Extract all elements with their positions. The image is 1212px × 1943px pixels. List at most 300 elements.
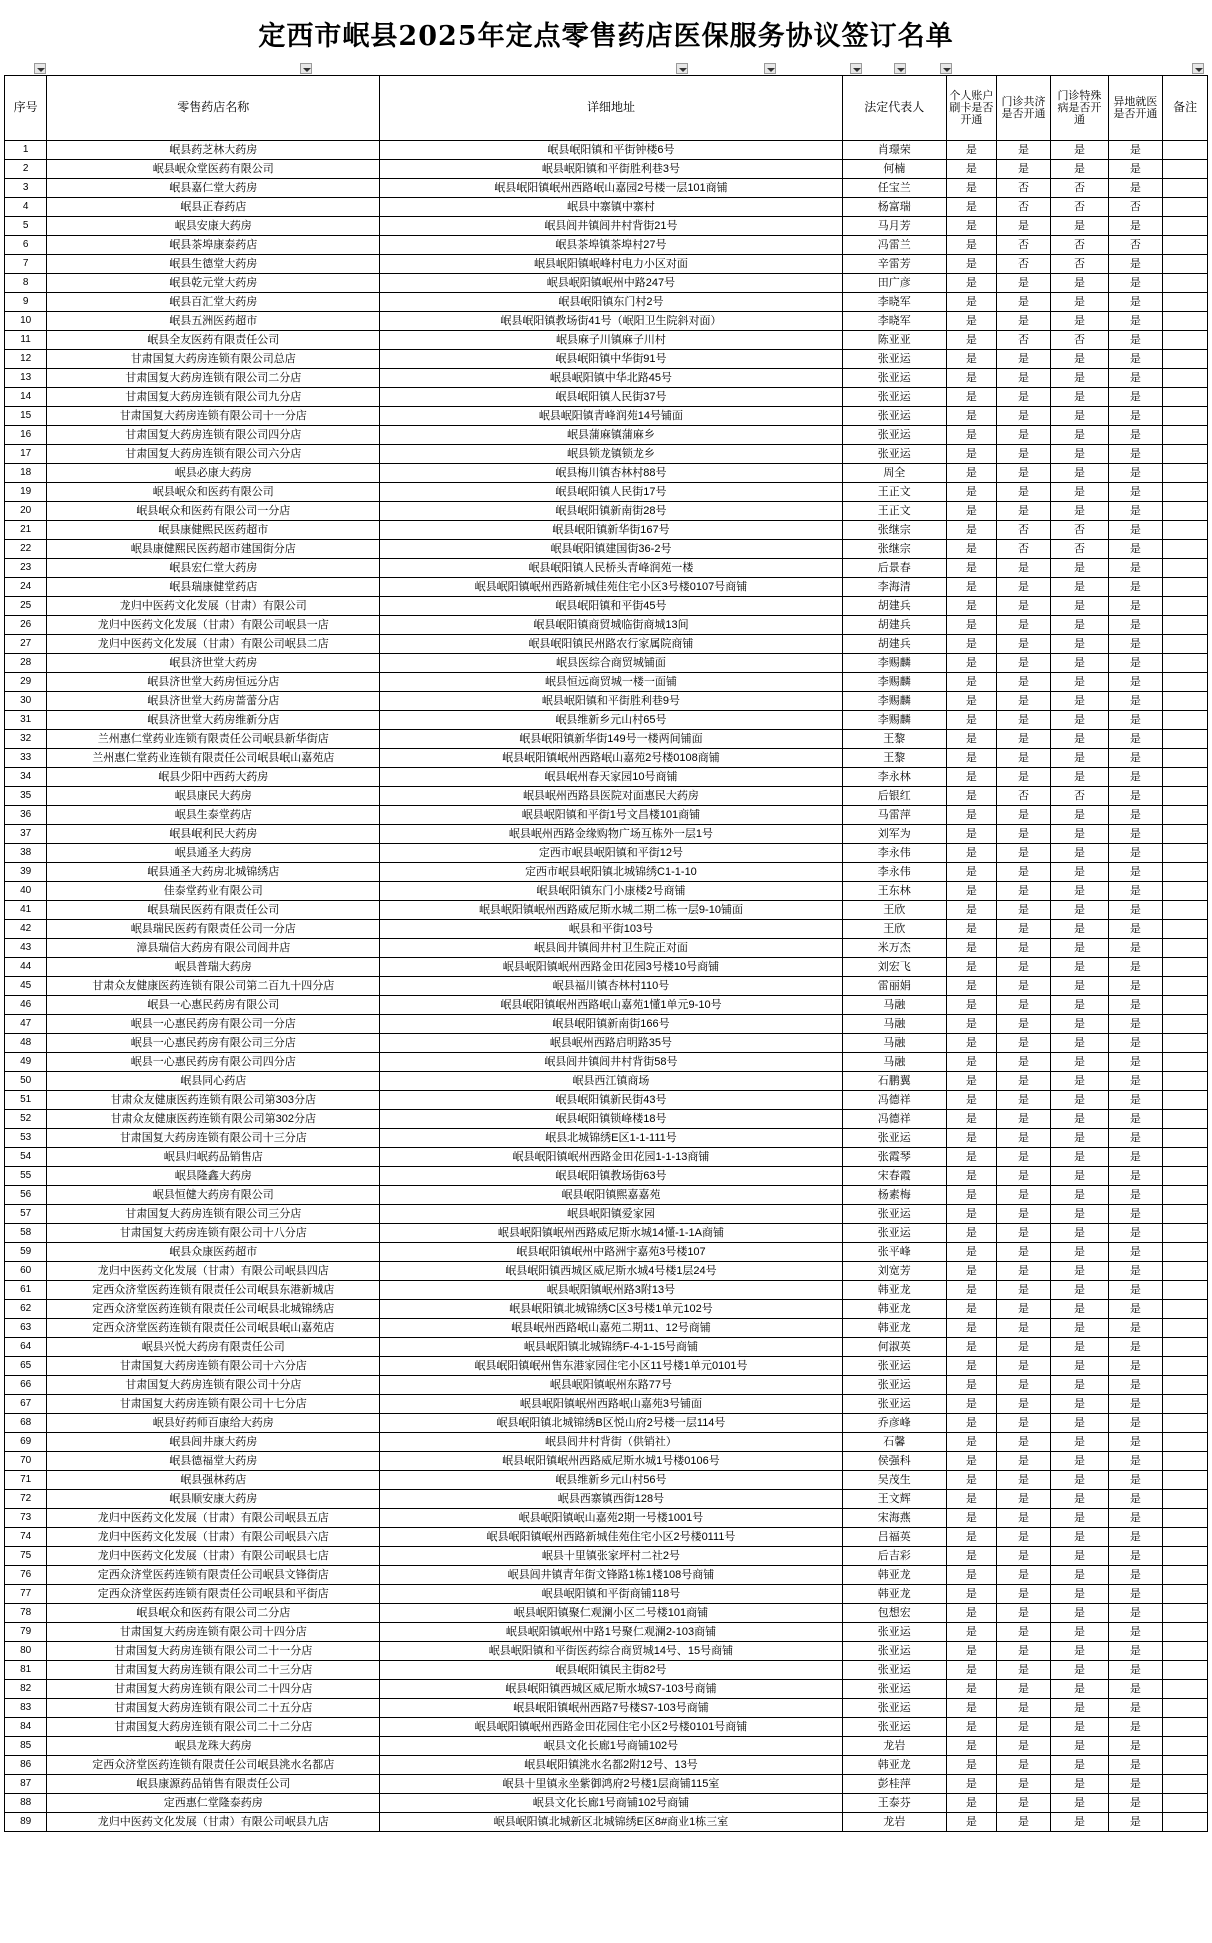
- cell-special-disease: 是: [1051, 1813, 1108, 1832]
- cell-remarks: [1163, 198, 1208, 217]
- cell-remote-medical: 是: [1108, 1072, 1163, 1091]
- cell-special-disease: 是: [1051, 844, 1108, 863]
- cell-address: 岷县岷阳镇岷州西路新城佳苑住宅小区3号楼0107号商铺: [380, 578, 842, 597]
- cell-legal-rep: 胡建兵: [842, 616, 946, 635]
- table-row: [5, 1053, 1208, 1072]
- cell-legal-rep: 李晓军: [842, 293, 946, 312]
- cell-pharmacy-name: 佳泰堂药业有限公司: [47, 882, 380, 901]
- cell-special-disease: 是: [1051, 749, 1108, 768]
- table-row: [5, 711, 1208, 730]
- cell-legal-rep: 王东林: [842, 882, 946, 901]
- cell-remote-medical: 是: [1108, 654, 1163, 673]
- table-row: [5, 578, 1208, 597]
- cell-remote-medical: 是: [1108, 521, 1163, 540]
- cell-address: 岷县茶埠镇茶埠村27号: [380, 236, 842, 255]
- cell-remote-medical: 是: [1108, 977, 1163, 996]
- table-row: [5, 616, 1208, 635]
- table-row: [5, 426, 1208, 445]
- cell-remarks: [1163, 1281, 1208, 1300]
- cell-address: 岷县岷阳镇和平街钟楼6号: [380, 141, 842, 160]
- cell-remarks: [1163, 1604, 1208, 1623]
- cell-index: 83: [5, 1699, 47, 1718]
- cell-special-disease: 是: [1051, 1167, 1108, 1186]
- cell-outpatient-mutual: 是: [996, 616, 1051, 635]
- cell-address: 岷县北城锦绣E区1-1-111号: [380, 1129, 842, 1148]
- cell-legal-rep: 王欣: [842, 901, 946, 920]
- cell-personal-account: 是: [946, 939, 996, 958]
- cell-personal-account: 是: [946, 502, 996, 521]
- cell-outpatient-mutual: 是: [996, 1091, 1051, 1110]
- table-row: [5, 483, 1208, 502]
- cell-remarks: [1163, 1414, 1208, 1433]
- cell-personal-account: 是: [946, 1319, 996, 1338]
- cell-pharmacy-name: 甘肃国复大药房连锁有限公司十四分店: [47, 1623, 380, 1642]
- cell-legal-rep: 王正文: [842, 483, 946, 502]
- cell-outpatient-mutual: 是: [996, 1243, 1051, 1262]
- cell-address: 岷县岷阳镇和平街胜利巷3号: [380, 160, 842, 179]
- cell-remarks: [1163, 1623, 1208, 1642]
- table-row: [5, 407, 1208, 426]
- cell-index: 38: [5, 844, 47, 863]
- header-address: 详细地址: [380, 76, 842, 141]
- cell-remarks: [1163, 160, 1208, 179]
- cell-remote-medical: 是: [1108, 407, 1163, 426]
- cell-remarks: [1163, 1186, 1208, 1205]
- cell-personal-account: 是: [946, 312, 996, 331]
- cell-remarks: [1163, 464, 1208, 483]
- cell-legal-rep: 李海清: [842, 578, 946, 597]
- filter-icon-col-8[interactable]: [1192, 63, 1204, 74]
- cell-personal-account: 是: [946, 1338, 996, 1357]
- cell-index: 13: [5, 369, 47, 388]
- cell-pharmacy-name: 甘肃国复大药房连锁有限公司二十五分店: [47, 1699, 380, 1718]
- cell-outpatient-mutual: 是: [996, 274, 1051, 293]
- cell-address: 岷县岷阳镇岷州西路金田花园住宅小区2号楼0101号商铺: [380, 1718, 842, 1737]
- cell-personal-account: 是: [946, 1300, 996, 1319]
- cell-outpatient-mutual: 是: [996, 1186, 1051, 1205]
- cell-remarks: [1163, 540, 1208, 559]
- cell-remote-medical: 是: [1108, 1566, 1163, 1585]
- table-row: [5, 1129, 1208, 1148]
- cell-address: 岷县岷阳镇新民街43号: [380, 1091, 842, 1110]
- cell-outpatient-mutual: 否: [996, 198, 1051, 217]
- cell-personal-account: 是: [946, 293, 996, 312]
- cell-remarks: [1163, 1319, 1208, 1338]
- cell-pharmacy-name: 岷县济世堂大药房维新分店: [47, 711, 380, 730]
- cell-personal-account: 是: [946, 1756, 996, 1775]
- cell-special-disease: 是: [1051, 1775, 1108, 1794]
- cell-pharmacy-name: 龙归中医药文化发展（甘肃）有限公司岷县二店: [47, 635, 380, 654]
- filter-icon-col-5[interactable]: [850, 63, 862, 74]
- cell-legal-rep: 王黎: [842, 730, 946, 749]
- cell-personal-account: 是: [946, 1395, 996, 1414]
- cell-pharmacy-name: 岷县安康大药房: [47, 217, 380, 236]
- cell-personal-account: 是: [946, 274, 996, 293]
- table-header-row: [5, 76, 1208, 141]
- cell-index: 79: [5, 1623, 47, 1642]
- cell-remarks: [1163, 331, 1208, 350]
- filter-button-row: [4, 63, 1208, 75]
- cell-address: 岷县岷阳镇岷州西路金田花园3号楼10号商铺: [380, 958, 842, 977]
- cell-special-disease: 是: [1051, 1471, 1108, 1490]
- cell-legal-rep: 韩亚龙: [842, 1319, 946, 1338]
- cell-special-disease: 是: [1051, 502, 1108, 521]
- cell-personal-account: 是: [946, 559, 996, 578]
- cell-remarks: [1163, 958, 1208, 977]
- cell-outpatient-mutual: 是: [996, 1376, 1051, 1395]
- cell-special-disease: 是: [1051, 597, 1108, 616]
- cell-outpatient-mutual: 是: [996, 1813, 1051, 1832]
- cell-pharmacy-name: 岷县强林药店: [47, 1471, 380, 1490]
- cell-pharmacy-name: 定西众济堂医药连锁有限责任公司岷县东港新城店: [47, 1281, 380, 1300]
- cell-special-disease: 否: [1051, 236, 1108, 255]
- cell-address: 岷县岷阳镇北城锦绣B区悦山府2号楼一层114号: [380, 1414, 842, 1433]
- cell-legal-rep: 张亚运: [842, 1129, 946, 1148]
- cell-special-disease: 是: [1051, 1699, 1108, 1718]
- cell-index: 64: [5, 1338, 47, 1357]
- cell-remote-medical: 是: [1108, 1110, 1163, 1129]
- cell-outpatient-mutual: 是: [996, 350, 1051, 369]
- cell-address: 岷县医综合商贸城铺面: [380, 654, 842, 673]
- cell-pharmacy-name: 龙归中医药文化发展（甘肃）有限公司岷县九店: [47, 1813, 380, 1832]
- cell-personal-account: 是: [946, 1642, 996, 1661]
- cell-special-disease: 是: [1051, 1661, 1108, 1680]
- cell-special-disease: 是: [1051, 1300, 1108, 1319]
- cell-personal-account: 是: [946, 1167, 996, 1186]
- cell-pharmacy-name: 岷县济世堂大药房恒远分店: [47, 673, 380, 692]
- cell-address: 岷县岷阳镇岷州中路1号聚仁观澜2-103商铺: [380, 1623, 842, 1642]
- cell-remote-medical: 是: [1108, 1452, 1163, 1471]
- cell-address: 岷县闾井镇青年街文锋路1栋1楼108号商铺: [380, 1566, 842, 1585]
- cell-special-disease: 是: [1051, 692, 1108, 711]
- cell-address: 岷县岷阳镇熙嘉嘉苑: [380, 1186, 842, 1205]
- cell-legal-rep: 任宝兰: [842, 179, 946, 198]
- cell-remarks: [1163, 350, 1208, 369]
- cell-remote-medical: 是: [1108, 1243, 1163, 1262]
- cell-remote-medical: 是: [1108, 255, 1163, 274]
- cell-index: 35: [5, 787, 47, 806]
- cell-remote-medical: 是: [1108, 1395, 1163, 1414]
- cell-pharmacy-name: 甘肃国复大药房连锁有限公司二十二分店: [47, 1718, 380, 1737]
- cell-address: 岷县维新乡元山村56号: [380, 1471, 842, 1490]
- cell-outpatient-mutual: 是: [996, 882, 1051, 901]
- cell-remote-medical: 是: [1108, 1471, 1163, 1490]
- cell-pharmacy-name: 岷县一心惠民药房有限公司三分店: [47, 1034, 380, 1053]
- cell-remote-medical: 是: [1108, 331, 1163, 350]
- cell-personal-account: 是: [946, 445, 996, 464]
- cell-special-disease: 是: [1051, 1794, 1108, 1813]
- filter-icon-col-4[interactable]: [764, 63, 776, 74]
- cell-remarks: [1163, 1433, 1208, 1452]
- cell-special-disease: 是: [1051, 1129, 1108, 1148]
- filter-icon-col-6[interactable]: [894, 63, 906, 74]
- cell-outpatient-mutual: 是: [996, 1623, 1051, 1642]
- table-row: [5, 882, 1208, 901]
- table-row: [5, 1547, 1208, 1566]
- table-row: [5, 1414, 1208, 1433]
- cell-personal-account: 是: [946, 1091, 996, 1110]
- cell-remarks: [1163, 1699, 1208, 1718]
- cell-address: 岷县岷阳镇岷州路3附13号: [380, 1281, 842, 1300]
- table-row: [5, 1433, 1208, 1452]
- cell-remote-medical: 是: [1108, 293, 1163, 312]
- cell-remarks: [1163, 1471, 1208, 1490]
- cell-index: 62: [5, 1300, 47, 1319]
- cell-address: 岷县岷阳镇岷州售东港家园住宅小区11号楼1单元0101号: [380, 1357, 842, 1376]
- table-row: [5, 1604, 1208, 1623]
- header-personal-account: 个人账户刷卡是否开通: [946, 76, 996, 141]
- cell-outpatient-mutual: 是: [996, 977, 1051, 996]
- cell-address: 岷县岷州西路岷山嘉苑二期11、12号商铺: [380, 1319, 842, 1338]
- cell-outpatient-mutual: 是: [996, 806, 1051, 825]
- cell-pharmacy-name: 岷县龙珠大药房: [47, 1737, 380, 1756]
- cell-special-disease: 是: [1051, 1737, 1108, 1756]
- cell-legal-rep: 张亚运: [842, 1357, 946, 1376]
- cell-special-disease: 是: [1051, 388, 1108, 407]
- cell-remote-medical: 是: [1108, 1680, 1163, 1699]
- cell-legal-rep: 宋春霞: [842, 1167, 946, 1186]
- cell-index: 4: [5, 198, 47, 217]
- cell-special-disease: 是: [1051, 1547, 1108, 1566]
- cell-pharmacy-name: 岷县药芝林大药房: [47, 141, 380, 160]
- cell-address: 岷县岷阳镇新华街167号: [380, 521, 842, 540]
- cell-pharmacy-name: 岷县少阳中西药大药房: [47, 768, 380, 787]
- cell-special-disease: 否: [1051, 179, 1108, 198]
- cell-pharmacy-name: 岷县五洲医药超市: [47, 312, 380, 331]
- cell-address: 岷县岷阳镇中华街91号: [380, 350, 842, 369]
- cell-legal-rep: 后银红: [842, 787, 946, 806]
- cell-remarks: [1163, 673, 1208, 692]
- cell-legal-rep: 张亚运: [842, 350, 946, 369]
- cell-address: 岷县十里镇张家坪村二社2号: [380, 1547, 842, 1566]
- cell-remarks: [1163, 1357, 1208, 1376]
- cell-remarks: [1163, 749, 1208, 768]
- cell-personal-account: 是: [946, 1737, 996, 1756]
- cell-legal-rep: 刘军为: [842, 825, 946, 844]
- table-row: [5, 825, 1208, 844]
- cell-address: 岷县岷阳镇教场街63号: [380, 1167, 842, 1186]
- cell-remote-medical: 是: [1108, 1186, 1163, 1205]
- cell-pharmacy-name: 兰州惠仁堂药业连锁有限责任公司岷县新华街店: [47, 730, 380, 749]
- cell-special-disease: 是: [1051, 673, 1108, 692]
- cell-legal-rep: 龙岩: [842, 1813, 946, 1832]
- cell-index: 6: [5, 236, 47, 255]
- cell-index: 3: [5, 179, 47, 198]
- cell-outpatient-mutual: 否: [996, 521, 1051, 540]
- cell-personal-account: 是: [946, 407, 996, 426]
- cell-outpatient-mutual: 是: [996, 996, 1051, 1015]
- cell-special-disease: 是: [1051, 1224, 1108, 1243]
- cell-remarks: [1163, 1376, 1208, 1395]
- cell-index: 80: [5, 1642, 47, 1661]
- cell-special-disease: 否: [1051, 198, 1108, 217]
- cell-special-disease: 是: [1051, 654, 1108, 673]
- cell-special-disease: 是: [1051, 1376, 1108, 1395]
- cell-remarks: [1163, 578, 1208, 597]
- cell-personal-account: 是: [946, 483, 996, 502]
- table-row: [5, 1319, 1208, 1338]
- cell-special-disease: 是: [1051, 483, 1108, 502]
- cell-remarks: [1163, 255, 1208, 274]
- cell-index: 78: [5, 1604, 47, 1623]
- cell-index: 77: [5, 1585, 47, 1604]
- cell-personal-account: 是: [946, 1528, 996, 1547]
- cell-outpatient-mutual: 否: [996, 236, 1051, 255]
- filter-icon-col-1[interactable]: [34, 63, 46, 74]
- cell-special-disease: 否: [1051, 255, 1108, 274]
- cell-remote-medical: 是: [1108, 464, 1163, 483]
- cell-remarks: [1163, 293, 1208, 312]
- cell-remarks: [1163, 654, 1208, 673]
- cell-personal-account: 是: [946, 198, 996, 217]
- cell-remote-medical: 是: [1108, 1604, 1163, 1623]
- cell-personal-account: 是: [946, 578, 996, 597]
- cell-remarks: [1163, 1300, 1208, 1319]
- cell-outpatient-mutual: 是: [996, 1053, 1051, 1072]
- cell-special-disease: 是: [1051, 901, 1108, 920]
- cell-special-disease: 是: [1051, 1718, 1108, 1737]
- cell-pharmacy-name: 岷县瑞民医药有限责任公司: [47, 901, 380, 920]
- cell-remote-medical: 是: [1108, 388, 1163, 407]
- cell-outpatient-mutual: 是: [996, 1148, 1051, 1167]
- cell-remarks: [1163, 1167, 1208, 1186]
- cell-remote-medical: 是: [1108, 730, 1163, 749]
- cell-special-disease: 是: [1051, 369, 1108, 388]
- table-row: [5, 1718, 1208, 1737]
- cell-special-disease: 是: [1051, 1148, 1108, 1167]
- cell-special-disease: 是: [1051, 559, 1108, 578]
- cell-personal-account: 是: [946, 1243, 996, 1262]
- cell-personal-account: 是: [946, 673, 996, 692]
- cell-outpatient-mutual: 否: [996, 255, 1051, 274]
- cell-legal-rep: 李赐麟: [842, 692, 946, 711]
- cell-legal-rep: 侯强科: [842, 1452, 946, 1471]
- cell-outpatient-mutual: 是: [996, 692, 1051, 711]
- cell-pharmacy-name: 定西众济堂医药连锁有限责任公司岷县洮水名都店: [47, 1756, 380, 1775]
- cell-pharmacy-name: 岷县嘉仁堂大药房: [47, 179, 380, 198]
- table-row: [5, 331, 1208, 350]
- cell-remarks: [1163, 312, 1208, 331]
- cell-remote-medical: 是: [1108, 312, 1163, 331]
- cell-remarks: [1163, 217, 1208, 236]
- cell-remarks: [1163, 863, 1208, 882]
- cell-index: 59: [5, 1243, 47, 1262]
- table-row: [5, 863, 1208, 882]
- cell-outpatient-mutual: 是: [996, 1357, 1051, 1376]
- table-row: [5, 255, 1208, 274]
- table-row: [5, 1623, 1208, 1642]
- filter-icon-col-2[interactable]: [300, 63, 312, 74]
- table-row: [5, 388, 1208, 407]
- cell-outpatient-mutual: 否: [996, 787, 1051, 806]
- cell-remote-medical: 是: [1108, 597, 1163, 616]
- cell-address: 岷县岷阳镇和平街45号: [380, 597, 842, 616]
- cell-remarks: [1163, 768, 1208, 787]
- table-row: [5, 806, 1208, 825]
- table-row: [5, 844, 1208, 863]
- cell-personal-account: 是: [946, 1148, 996, 1167]
- cell-pharmacy-name: 岷县岷利民大药房: [47, 825, 380, 844]
- cell-pharmacy-name: 甘肃国复大药房连锁有限公司二十四分店: [47, 1680, 380, 1699]
- cell-legal-rep: 张亚运: [842, 1623, 946, 1642]
- cell-pharmacy-name: 岷县宏仁堂大药房: [47, 559, 380, 578]
- cell-outpatient-mutual: 是: [996, 1490, 1051, 1509]
- cell-pharmacy-name: 岷县兴悦大药房有限责任公司: [47, 1338, 380, 1357]
- cell-remarks: [1163, 502, 1208, 521]
- cell-personal-account: 是: [946, 1186, 996, 1205]
- cell-remarks: [1163, 844, 1208, 863]
- cell-address: 岷县岷州西路启明路35号: [380, 1034, 842, 1053]
- cell-legal-rep: 张亚运: [842, 369, 946, 388]
- cell-pharmacy-name: 甘肃众友健康医药连锁有限公司第302分店: [47, 1110, 380, 1129]
- cell-pharmacy-name: 甘肃国复大药房连锁有限公司三分店: [47, 1205, 380, 1224]
- cell-address: 岷县西江镇商场: [380, 1072, 842, 1091]
- cell-special-disease: 是: [1051, 578, 1108, 597]
- cell-personal-account: 是: [946, 1129, 996, 1148]
- cell-personal-account: 是: [946, 730, 996, 749]
- cell-legal-rep: 吕福英: [842, 1528, 946, 1547]
- cell-special-disease: 是: [1051, 1243, 1108, 1262]
- cell-special-disease: 是: [1051, 1433, 1108, 1452]
- cell-personal-account: 是: [946, 844, 996, 863]
- cell-address: 岷县西寨镇西街128号: [380, 1490, 842, 1509]
- cell-remote-medical: 是: [1108, 1319, 1163, 1338]
- cell-outpatient-mutual: 是: [996, 388, 1051, 407]
- cell-remarks: [1163, 787, 1208, 806]
- cell-remote-medical: 是: [1108, 1642, 1163, 1661]
- cell-address: 岷县岷州西路县医院对面惠民大药房: [380, 787, 842, 806]
- cell-remarks: [1163, 1224, 1208, 1243]
- cell-legal-rep: 后景春: [842, 559, 946, 578]
- filter-icon-col-3[interactable]: [676, 63, 688, 74]
- cell-remote-medical: 是: [1108, 1376, 1163, 1395]
- header-pharmacy-name: 零售药店名称: [47, 76, 380, 141]
- cell-outpatient-mutual: 是: [996, 1737, 1051, 1756]
- cell-legal-rep: 李永林: [842, 768, 946, 787]
- cell-remote-medical: 是: [1108, 787, 1163, 806]
- table-row: [5, 1224, 1208, 1243]
- cell-legal-rep: 马月芳: [842, 217, 946, 236]
- cell-legal-rep: 韩亚龙: [842, 1566, 946, 1585]
- cell-index: 8: [5, 274, 47, 293]
- cell-address: 岷县岷阳镇和平街商铺118号: [380, 1585, 842, 1604]
- cell-pharmacy-name: 甘肃国复大药房连锁有限公司六分店: [47, 445, 380, 464]
- cell-legal-rep: 龙岩: [842, 1737, 946, 1756]
- cell-pharmacy-name: 岷县好药师百康给大药房: [47, 1414, 380, 1433]
- cell-special-disease: 是: [1051, 977, 1108, 996]
- cell-outpatient-mutual: 是: [996, 1718, 1051, 1737]
- cell-personal-account: 是: [946, 369, 996, 388]
- cell-remote-medical: 是: [1108, 1281, 1163, 1300]
- cell-address: 岷县岷阳镇岷州西路岷山嘉苑2号楼0108商铺: [380, 749, 842, 768]
- table-row: [5, 1528, 1208, 1547]
- cell-personal-account: 是: [946, 1452, 996, 1471]
- cell-index: 19: [5, 483, 47, 502]
- cell-address: 岷县岷阳镇中华北路45号: [380, 369, 842, 388]
- table-row: [5, 1490, 1208, 1509]
- cell-index: 71: [5, 1471, 47, 1490]
- cell-pharmacy-name: 龙归中医药文化发展（甘肃）有限公司岷县六店: [47, 1528, 380, 1547]
- cell-remote-medical: 是: [1108, 1756, 1163, 1775]
- table-row: [5, 1661, 1208, 1680]
- cell-personal-account: 是: [946, 711, 996, 730]
- filter-icon-col-7[interactable]: [940, 63, 952, 74]
- table-row: [5, 1148, 1208, 1167]
- cell-remote-medical: 是: [1108, 1775, 1163, 1794]
- cell-index: 60: [5, 1262, 47, 1281]
- cell-special-disease: 是: [1051, 141, 1108, 160]
- cell-pharmacy-name: 岷县一心惠民药房有限公司: [47, 996, 380, 1015]
